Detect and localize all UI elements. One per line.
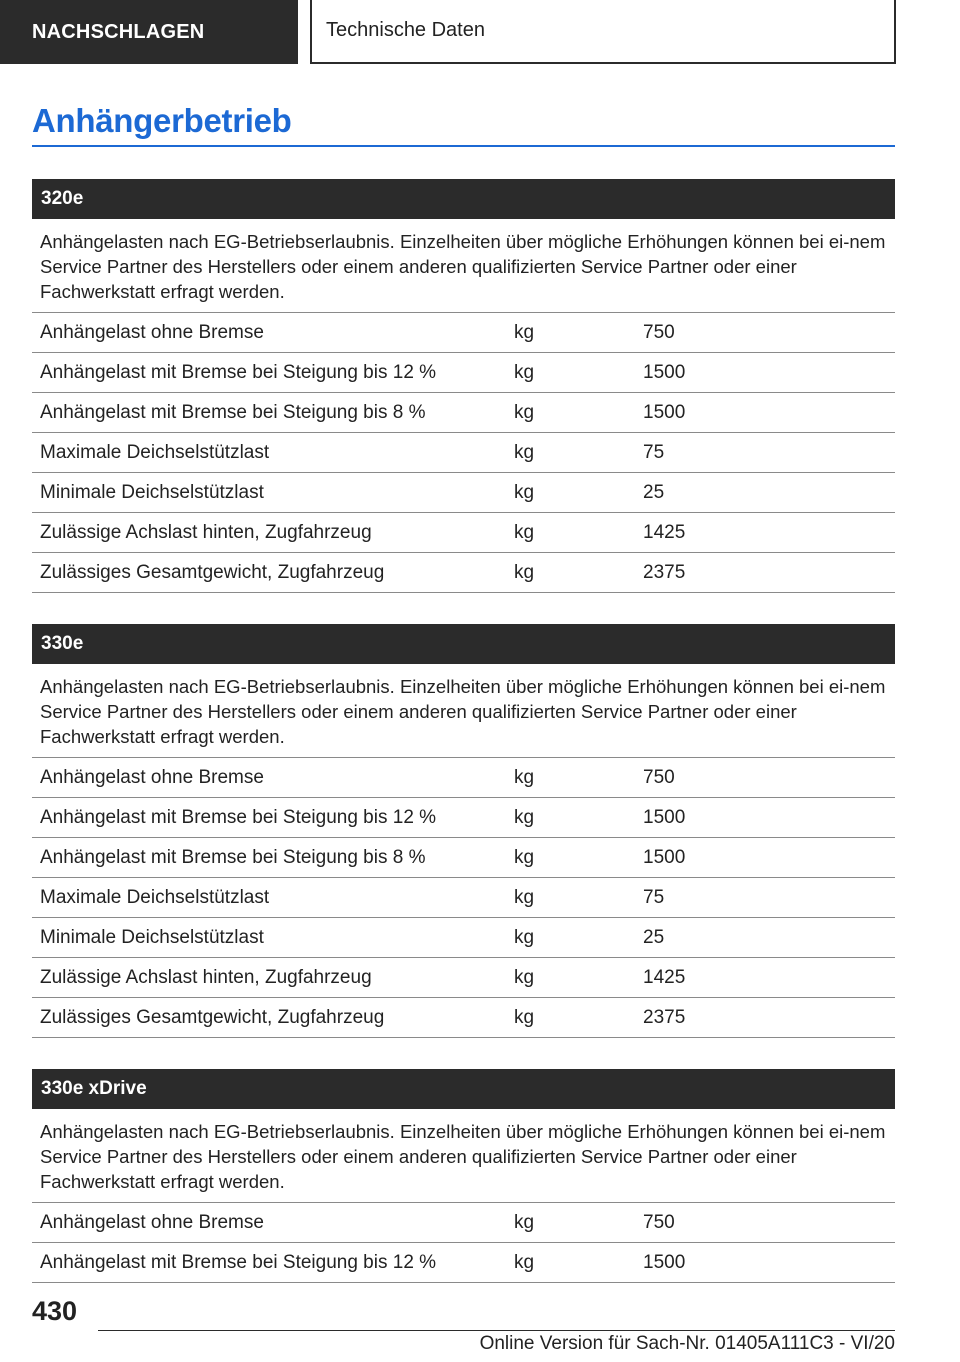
row-label: Anhängelast mit Bremse bei Steigung bis 12 % [40,806,437,828]
row-unit: kg [514,521,535,543]
row-label: Anhängelast ohne Bremse [40,766,264,788]
row-unit: kg [514,806,535,828]
row-unit: kg [514,1211,535,1233]
model-heading: 320e [32,179,895,219]
table-row [32,798,895,838]
row-unit: kg [514,886,535,908]
row-unit: kg [514,966,535,988]
row-value: 1500 [643,401,686,423]
row-label: Maximale Deichselstützlast [40,441,270,463]
intro-text: Anhängelasten nach EG-Betriebserlaubnis. Einzelheiten über mögliche Erhöhungen können bei ei-nem Service Partner des Herstellers oder einem anderen qualifizierten Service Partner oder einer Fachwerkstatt erfragt werden. [32,219,895,313]
row-label: Minimale Deichselstützlast [40,481,264,503]
intro-text: Anhängelasten nach EG-Betriebserlaubnis. Einzelheiten über mögliche Erhöhungen können bei ei-nem Service Partner des Herstellers oder einem anderen qualifizierten Service Partner oder einer Fachwerkstatt erfragt werden. [32,664,895,758]
title-underline [32,145,895,147]
row-value: 1425 [643,521,686,543]
row-value: 750 [643,1211,675,1233]
table-row [32,473,895,513]
row-value: 25 [643,926,665,948]
chapter-tab: Technische Daten [310,0,896,64]
spec-block [32,179,895,593]
row-value: 1425 [643,966,686,988]
section-tab: NACHSCHLAGEN [0,0,298,64]
row-unit: kg [514,1006,535,1028]
row-label: Zulässiges Gesamtgewicht, Zugfahrzeug [40,561,385,583]
table-row [32,878,895,918]
table-row [32,758,895,798]
row-value: 75 [643,886,665,908]
row-unit: kg [514,561,535,583]
table-row [32,313,895,353]
table-row [32,513,895,553]
table-row [32,353,895,393]
row-unit: kg [514,441,535,463]
table-row [32,958,895,998]
row-value: 2375 [643,1006,686,1028]
table-row [32,998,895,1038]
model-heading: 330e [32,624,895,664]
row-label: Anhängelast ohne Bremse [40,1211,264,1233]
row-value: 75 [643,441,665,463]
row-label: Zulässiges Gesamtgewicht, Zugfahrzeug [40,1006,385,1028]
row-value: 1500 [643,806,686,828]
row-label: Maximale Deichselstützlast [40,886,270,908]
page-number: 430 [32,1296,78,1326]
table-row [32,393,895,433]
row-value: 1500 [643,361,686,383]
row-value: 1500 [643,1251,686,1273]
row-value: 25 [643,481,665,503]
row-unit: kg [514,321,535,343]
row-unit: kg [514,846,535,868]
row-unit: kg [514,361,535,383]
table-row [32,1243,895,1283]
row-unit: kg [514,401,535,423]
row-value: 1500 [643,846,686,868]
table-row [32,1203,895,1243]
table-row [32,838,895,878]
row-value: 750 [643,321,675,343]
row-label: Anhängelast mit Bremse bei Steigung bis 12 % [40,1251,437,1273]
page-title: Anhängerbetrieb [32,102,292,139]
spec-content [32,179,895,1314]
intro-text: Anhängelasten nach EG-Betriebserlaubnis. Einzelheiten über mögliche Erhöhungen können bei ei-nem Service Partner des Herstellers oder einem anderen qualifizierten Service Partner oder einer Fachwerkstatt erfragt werden. [32,1109,895,1203]
table-row [32,553,895,593]
row-label: Minimale Deichselstützlast [40,926,264,948]
row-label: Zulässige Achslast hinten, Zugfahrzeug [40,966,372,988]
row-label: Zulässige Achslast hinten, Zugfahrzeug [40,521,372,543]
row-unit: kg [514,766,535,788]
row-unit: kg [514,481,535,503]
table-row [32,433,895,473]
row-value: 2375 [643,561,686,583]
footer-text: Online Version für Sach-Nr. 01405A111C3 - VI/20 [479,1333,895,1354]
spec-block [32,1069,895,1283]
row-unit: kg [514,1251,535,1273]
row-label: Anhängelast mit Bremse bei Steigung bis 8 % [40,401,426,423]
page-header [0,0,960,66]
table-row [32,918,895,958]
row-label: Anhängelast mit Bremse bei Steigung bis 8 % [40,846,426,868]
row-unit: kg [514,926,535,948]
row-label: Anhängelast mit Bremse bei Steigung bis 12 % [40,361,437,383]
model-heading: 330e xDrive [32,1069,895,1109]
row-value: 750 [643,766,675,788]
spec-block [32,624,895,1038]
row-label: Anhängelast ohne Bremse [40,321,264,343]
